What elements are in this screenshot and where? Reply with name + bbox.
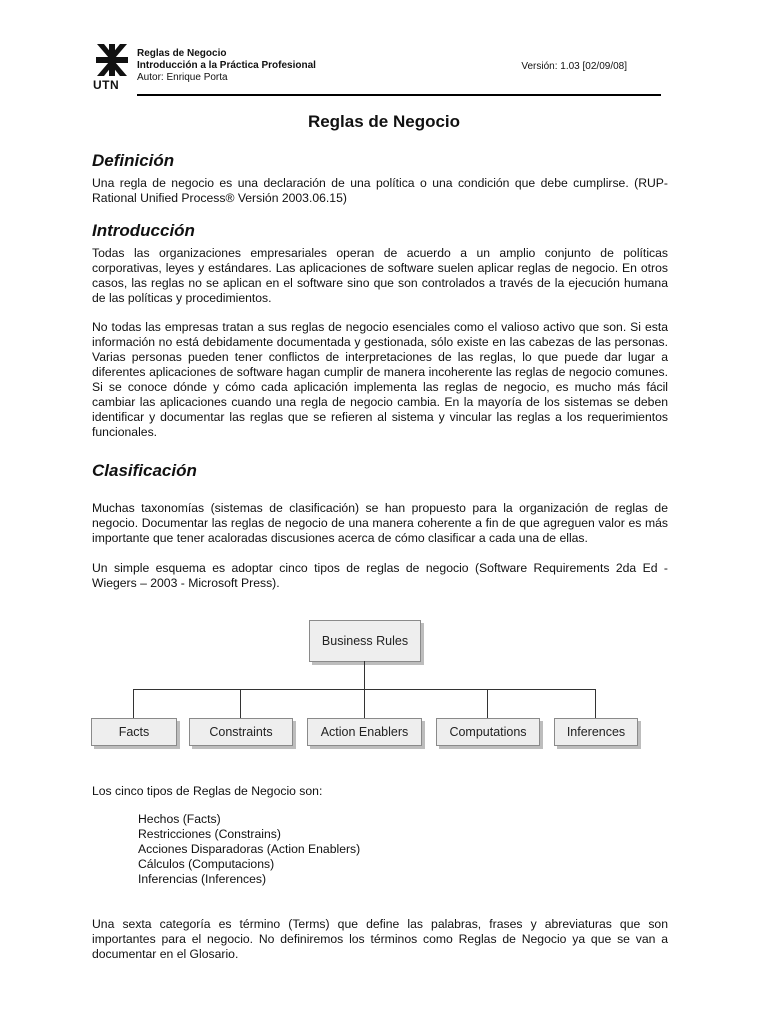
diagram-box-facts: Facts [91, 718, 177, 746]
heading-definicion: Definición [92, 151, 175, 170]
list-item: Restricciones (Constrains) [138, 827, 281, 841]
clasificacion-paragraph-2: Un simple esquema es adoptar cinco tipos de reglas de negocio (Software Requirements 2da Ed - Wiegers – 2003 - Microsoft Press). [92, 561, 668, 590]
diagram-root-box: Business Rules [309, 620, 421, 662]
rule-types-list [138, 812, 360, 887]
diagram-root-connector [364, 661, 365, 689]
header-version: Versión: 1.03 [02/09/08] [521, 61, 627, 72]
introduccion-paragraph-2: No todas las empresas tratan a sus reglas de negocio esenciales como el valioso activo que son. Si esta información no está debidamente documentada y gestionada, sólo existe en las cabezas de las personas. Varias personas pueden tener conflictos de interpretaciones de las reglas, lo que puede dar lugar a diferentes aplicaciones de software hagan cumplir de manera incoherente las reglas de negocio comunes. Si se conoce dónde y cómo cada aplicación implementa las reglas de negocio, es mucho más fácil cambiar las aplicaciones cuando una regla de negocio cambia. En la mayoría de los sistemas se deben identificar y documentar las reglas que se refieren al sistema y vincular las reglas a los requerimientos funcionales. [92, 320, 668, 439]
header-course: Introducción a la Práctica Profesional [137, 60, 316, 71]
utn-logo-text: UTN [93, 78, 120, 92]
header-divider [137, 94, 661, 96]
header-subject: Reglas de Negocio [137, 48, 227, 59]
list-item: Inferencias (Inferences) [138, 872, 267, 886]
page-title: Reglas de Negocio [307, 112, 461, 131]
utn-emblem-icon [93, 44, 131, 76]
clasificacion-paragraph-1: Muchas taxonomías (sistemas de clasificación) se han propuesto para la organización de reglas de negocio. Documentar las reglas de negocio de una manera coherente a fin de que agreguen valor es más importante que tener acaloradas discusiones acerca de cómo clasificar a cada una de ellas. [92, 501, 668, 545]
diagram-box-inferences: Inferences [554, 718, 638, 746]
introduccion-paragraph-1: Todas las organizaciones empresariales operan de acuerdo a un amplio conjunto de políticas corporativas, leyes y estándares. Las aplicaciones de software suelen aplicar reglas de negocio. En otros casos, las reglas no se aplican en el software sino que son controlados a través de la ejecución humana de las políticas y procedimientos. [92, 246, 668, 305]
document-header [93, 44, 663, 96]
list-item: Hechos (Facts) [138, 812, 221, 826]
diagram-connector-inferences [595, 689, 596, 718]
diagram-connector-action-enablers [364, 689, 365, 718]
list-item: Cálculos (Computacions) [138, 857, 275, 871]
diagram-box-action-enablers: Action Enablers [307, 718, 422, 746]
definicion-paragraph: Una regla de negocio es una declaración de una política o una condición que debe cumplirse. (RUP- Rational Unified Process® Versión 2003.06.15) [92, 176, 668, 205]
diagram-connector-facts [133, 689, 134, 718]
heading-introduccion: Introducción [92, 221, 195, 240]
heading-clasificacion: Clasificación [92, 461, 197, 480]
utn-logo [93, 44, 131, 90]
diagram-box-constraints: Constraints [189, 718, 293, 746]
header-info [137, 48, 316, 84]
diagram-connector-computations [487, 689, 488, 718]
list-intro: Los cinco tipos de Reglas de Negocio son: [92, 784, 323, 798]
final-paragraph: Una sexta categoría es término (Terms) que define las palabras, frases y abreviaturas que son importantes para el negocio. No definiremos los términos como Reglas de Negocio ya que se van a documentar en el Glosario. [92, 917, 668, 961]
list-item: Acciones Disparadoras (Action Enablers) [138, 842, 361, 856]
diagram-box-computations: Computations [436, 718, 540, 746]
business-rules-diagram [88, 618, 648, 750]
diagram-connector-constraints [240, 689, 241, 718]
header-author: Autor: Enrique Porta [137, 72, 228, 83]
